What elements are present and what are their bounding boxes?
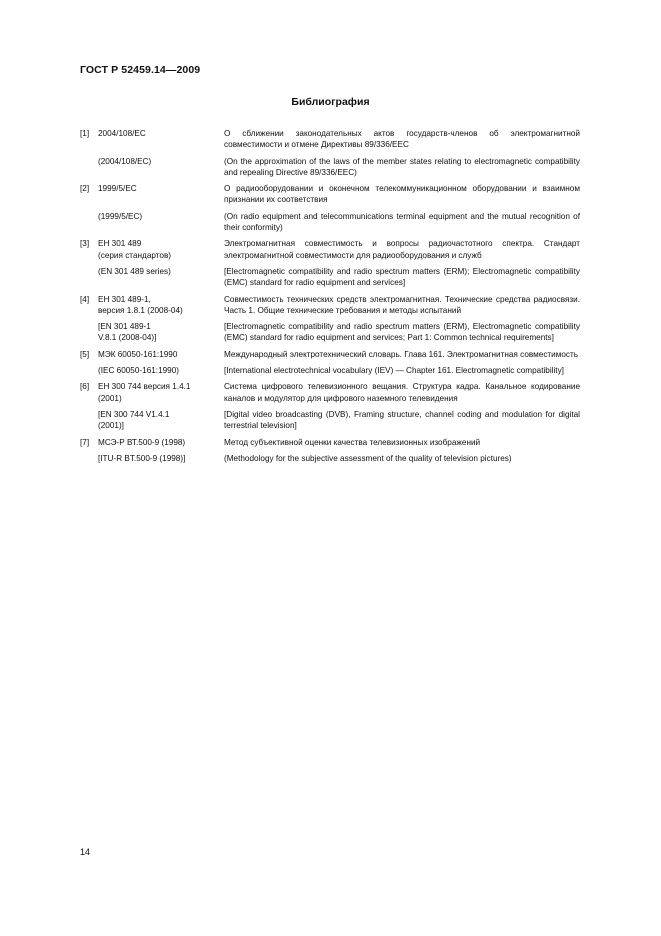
entry-reference: [ITU-R BT.500-9 (1998)] <box>98 453 186 463</box>
entry-description: Метод субъективной оценки качества телевизионных изображений <box>224 437 481 447</box>
bibliography-entry <box>80 381 580 404</box>
entry-description: Совместимость технических средств электромагнитная. Технические средства радиосвязи. Часть 1. Общие технические требования и методы испытаний <box>224 294 580 315</box>
entry-reference: 1999/5/EC <box>98 184 137 194</box>
document-header: ГОСТ Р 52459.14—2009 <box>80 64 201 76</box>
bibliography-entry <box>80 211 580 234</box>
entry-number: [5] <box>80 349 90 359</box>
entry-reference: (2004/108/EC) <box>98 156 152 166</box>
bibliography-entry <box>80 266 580 289</box>
entry-description: (On the approximation of the laws of the member states relating to electromagnetic compatibility and repealing Directive 89/336/EEC) <box>224 156 580 177</box>
entry-number: [6] <box>80 382 90 392</box>
bibliography-entry <box>80 365 580 376</box>
bibliography-entry <box>80 437 580 448</box>
entry-description: [Digital video broadcasting (DVB), Framing structure, channel coding and modulation for digital terrestrial television] <box>224 409 580 431</box>
entry-number: [1] <box>80 129 90 138</box>
bibliography-list <box>80 128 580 469</box>
entry-reference: 2004/108/EC <box>98 129 146 138</box>
entry-description: О сближении законодательных актов государств-членов об электромагнитной совместимости и отмене Директивы 89/336/ЕЕС <box>224 129 580 150</box>
entry-number: [2] <box>80 184 90 194</box>
entry-description: Электромагнитная совместимость и вопросы радиочастотного спектра. Стандарт электромагнитной совместимости для радиооборудования и служб <box>224 239 580 260</box>
entry-description: Международный электротехнический словарь. Глава 161. Электромагнитная совместимость <box>224 349 579 359</box>
entry-description: (Methodology for the subjective assessment of the quality of television pictures) <box>224 453 512 463</box>
entry-description: О радиооборудовании и оконечном телекоммуникационном оборудовании и взаимном признании их соответствия <box>224 184 580 205</box>
bibliography-entry <box>80 156 580 179</box>
entry-description: Система цифрового телевизионного вещания. Структура кадра. Канальное кодирование каналов и модулятор для цифрового наземного телевидения <box>224 382 580 403</box>
entry-reference: (EN 301 489 series) <box>98 266 171 276</box>
entry-number: [3] <box>80 239 90 249</box>
bibliography-entry <box>80 349 580 360</box>
entry-description: (On radio equipment and telecommunications terminal equipment and the mutual recognition of their conformity) <box>224 211 580 233</box>
entry-reference: [EN 301 489-1 V.8.1 (2008-04)] <box>98 322 157 343</box>
entry-reference: ЕН 301 489-1, версия 1.8.1 (2008-04) <box>98 294 183 315</box>
entry-number: [7] <box>80 437 90 447</box>
bibliography-entry <box>80 294 580 317</box>
page-title: Библиография <box>291 96 370 108</box>
bibliography-entry <box>80 453 580 464</box>
page-number: 14 <box>80 847 91 857</box>
entry-reference: МЭК 60050-161:1990 <box>98 349 178 359</box>
bibliography-entry <box>80 183 580 206</box>
entry-reference: (1999/5/EC) <box>98 211 143 221</box>
entry-description: [Electromagnetic compatibility and radio spectrum matters (ERM); Electromagnetic compatibility (EMC) standard for radio equipment and services] <box>224 266 580 288</box>
entry-reference: [EN 300 744 V1.4.1 (2001)] <box>98 409 170 431</box>
entry-description: [Electromagnetic compatibility and radio spectrum matters (ERM), Electromagnetic compatibility (EMC) standard for radio equipment and services; Part 1: Common technical requirements] <box>224 322 580 343</box>
entry-number: [4] <box>80 294 90 304</box>
entry-description: [International electrotechnical vocabulary (IEV) — Chapter 161. Electromagnetic compatibility] <box>224 366 564 376</box>
entry-reference: МСЭ-Р ВТ.500-9 (1998) <box>98 437 186 447</box>
entry-reference: (IEC 60050-161:1990) <box>98 366 180 376</box>
bibliography-entry <box>80 321 580 344</box>
entry-reference: ЕН 301 489 (серия стандартов) <box>98 239 172 260</box>
entry-reference: ЕН 300 744 версия 1.4.1 (2001) <box>98 382 191 403</box>
bibliography-entry <box>80 238 580 261</box>
bibliography-entry <box>80 409 580 432</box>
bibliography-entry <box>80 128 580 151</box>
